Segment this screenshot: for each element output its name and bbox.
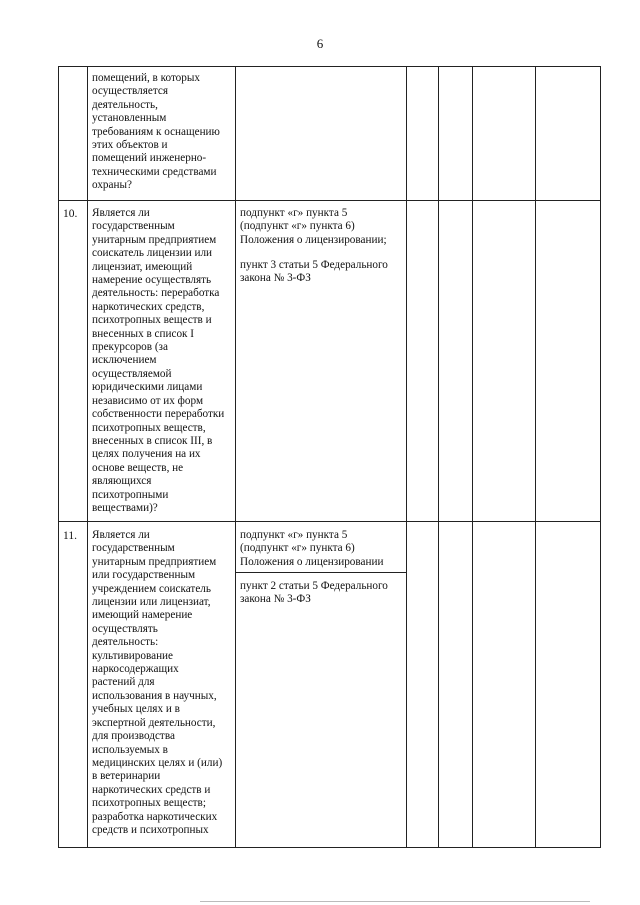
table-top-border xyxy=(58,66,601,67)
column-divider xyxy=(600,66,601,848)
question-cell: Является ли государственным унитарным предприятием или государственным учреждением соискатель лицензии или лицензиат, имеющий намерение осуществлять деятельность: культивирование наркосодержащих растений для использования в научных, учебных целях и в экспертной деятельности, для производства используемых в медицинских целях и (или) в ветеринарии наркотических средств и психотропных веществ; разработка наркотических средств и психотропных xyxy=(92,529,223,836)
row-divider xyxy=(58,200,601,201)
scan-edge xyxy=(200,901,590,902)
column-divider xyxy=(406,66,407,848)
row-divider xyxy=(58,521,601,522)
reference-cell: пункт 2 статьи 5 Федерального закона № 3-ФЗ xyxy=(240,580,388,606)
column-divider xyxy=(472,66,473,848)
reference-cell: пункт 3 статьи 5 Федерального закона № 3-ФЗ xyxy=(240,259,388,285)
column-divider xyxy=(535,66,536,848)
reference-cell: подпункт «г» пункта 5 (подпункт «г» пункта 6) Положения о лицензировании xyxy=(240,529,384,568)
column-divider xyxy=(438,66,439,848)
cell-divider xyxy=(236,572,406,573)
reference-cell: подпункт «г» пункта 5 (подпункт «г» пункта 6) Положения о лицензировании; xyxy=(240,207,387,246)
page-number: 6 xyxy=(316,36,324,51)
question-cell: Является ли государственным унитарным предприятием соискатель лицензии или лицензиат, имеющий намерение осуществлять деятельность: переработка наркотических средств, психотропных веществ и внесенных в список I прекурсоров (за исключением осуществляемой юридическими лицами независимо от их форм собственности переработки психотропных веществ, внесенных в список III, в целях получения на их основе веществ, не являющихся психотропными веществами)? xyxy=(92,207,225,514)
column-divider xyxy=(235,66,236,848)
question-cell: помещений, в которых осуществляется деятельность, установленным требованиям к оснащению этих объектов и помещений инженерно- техническими средствами охраны? xyxy=(92,72,220,192)
column-divider xyxy=(58,66,59,848)
column-divider xyxy=(87,66,88,848)
row-number: 11. xyxy=(63,530,77,542)
table-bottom-border xyxy=(58,847,601,848)
row-number: 10. xyxy=(63,208,78,220)
